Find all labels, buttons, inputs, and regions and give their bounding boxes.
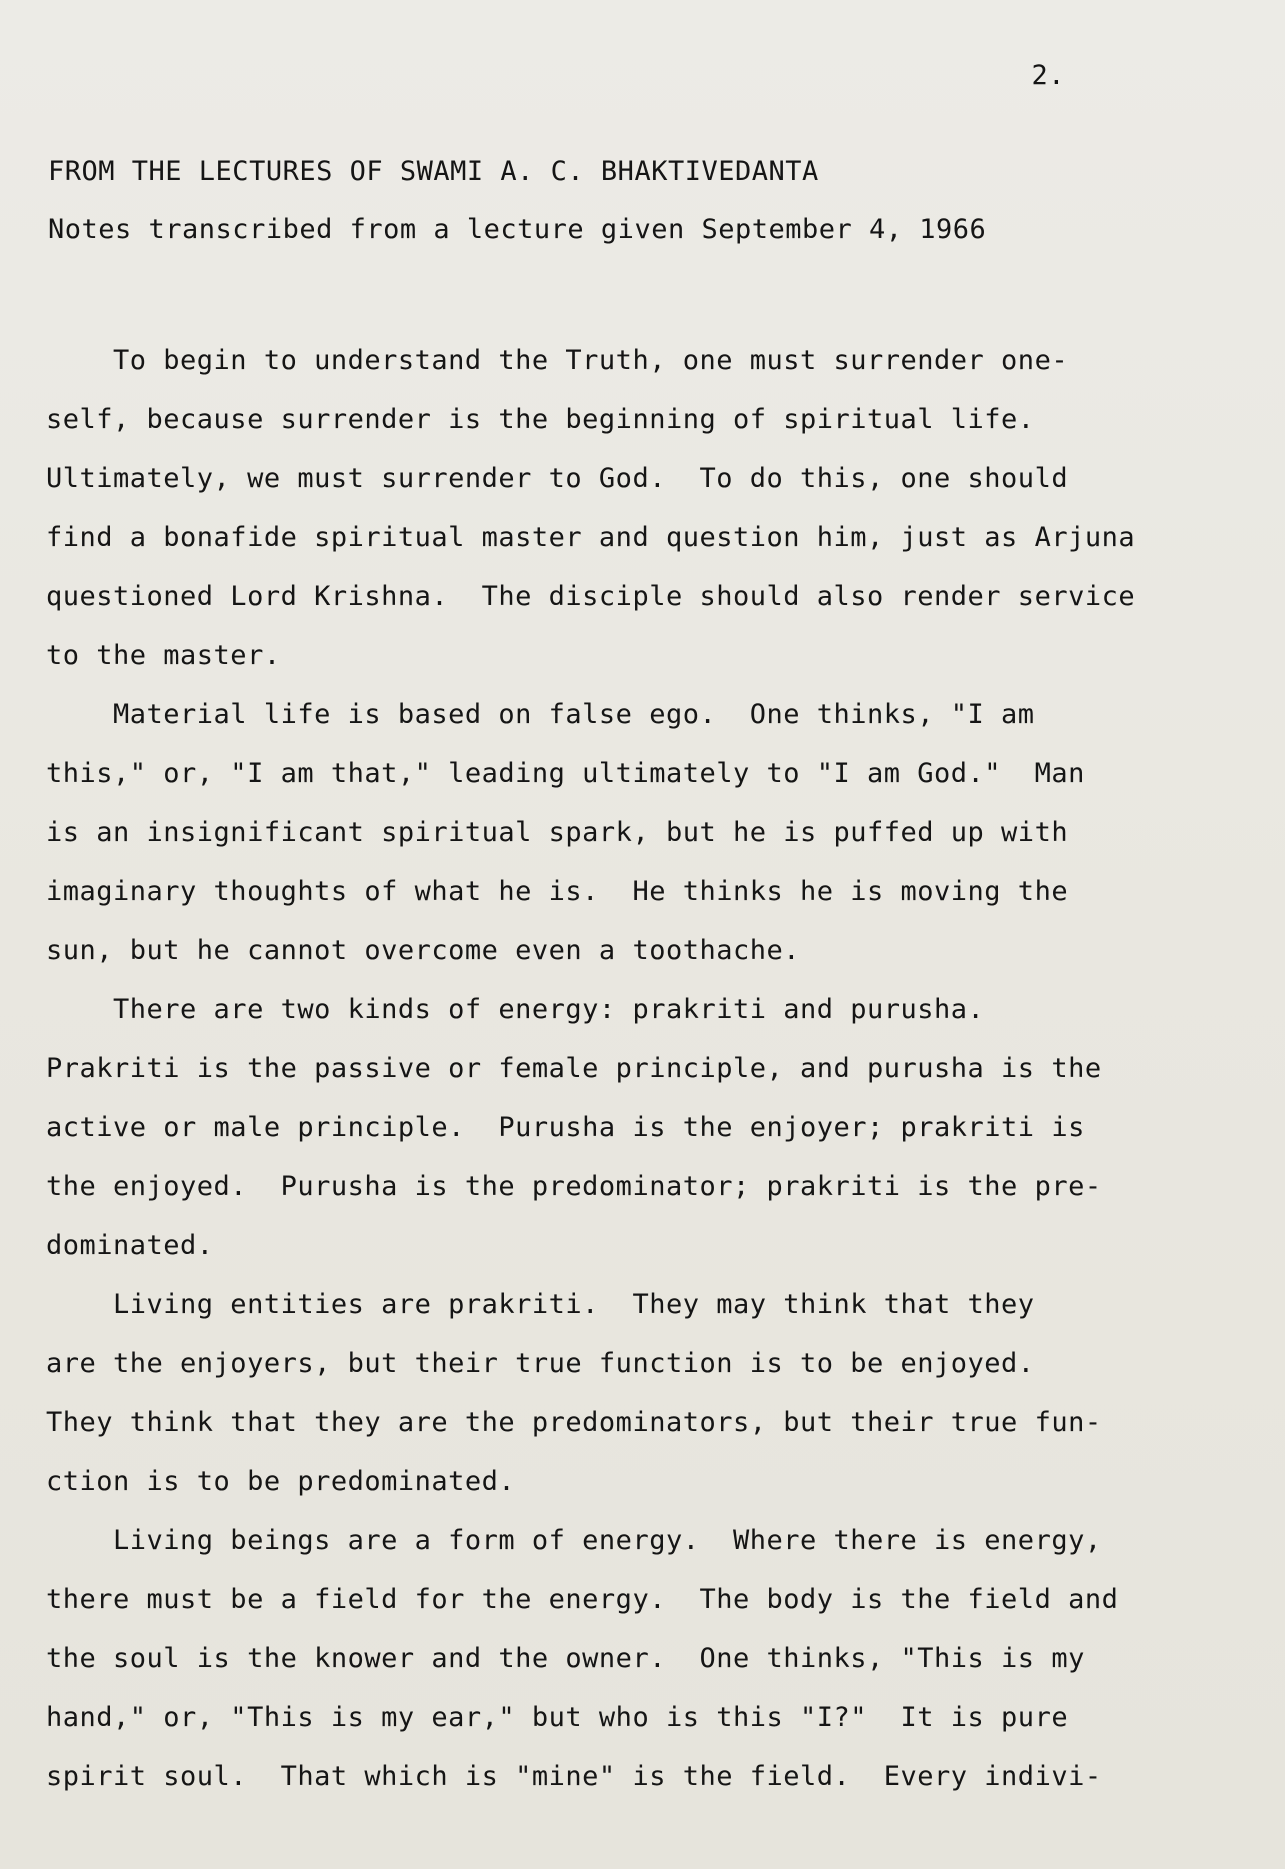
text-line: Ultimately, we must surrender to God. To do this, one should [46, 463, 1069, 494]
text-line: Living entities are prakriti. They may think that they [46, 1289, 1035, 1320]
text-line: there must be a field for the energy. The body is the field and [46, 1584, 1119, 1615]
text-line: ction is to be predominated. [46, 1466, 516, 1497]
body-text [46, 331, 1226, 1806]
text-line: this," or, "I am that," leading ultimately to "I am God." Man [46, 758, 1085, 789]
text-line: imaginary thoughts of what he is. He thinks he is moving the [46, 876, 1069, 907]
document-subheading: Notes transcribed from a lecture given September 4, 1966 [48, 214, 987, 245]
text-line: questioned Lord Krishna. The disciple should also render service [46, 581, 1136, 612]
text-line: dominated. [46, 1230, 214, 1261]
page-number: 2. [1031, 60, 1065, 91]
text-line: Prakriti is the passive or female principle, and purusha is the [46, 1053, 1102, 1084]
text-line: find a bonafide spiritual master and question him, just as Arjuna [46, 522, 1136, 553]
text-line: are the enjoyers, but their true function is to be enjoyed. [46, 1348, 1035, 1379]
text-line: self, because surrender is the beginning of spiritual life. [46, 404, 1035, 435]
text-line: They think that they are the predominators, but their true fun- [46, 1407, 1102, 1438]
text-line: To begin to understand the Truth, one must surrender one- [46, 345, 1069, 376]
text-line: Living beings are a form of energy. Where there is energy, [46, 1525, 1102, 1556]
text-line: spirit soul. That which is "mine" is the field. Every indivi- [46, 1761, 1102, 1792]
text-line: sun, but he cannot overcome even a toothache. [46, 935, 800, 966]
text-line: Material life is based on false ego. One thinks, "I am [46, 699, 1035, 730]
document-heading: FROM THE LECTURES OF SWAMI A. C. BHAKTIVEDANTA [48, 156, 819, 187]
text-line: There are two kinds of energy: prakriti and purusha. [46, 994, 985, 1025]
text-line: to the master. [46, 640, 281, 671]
text-line: active or male principle. Purusha is the enjoyer; prakriti is [46, 1112, 1085, 1143]
text-line: the soul is the knower and the owner. One thinks, "This is my [46, 1643, 1085, 1674]
text-line: is an insignificant spiritual spark, but he is puffed up with [46, 817, 1069, 848]
text-line: the enjoyed. Purusha is the predominator; prakriti is the pre- [46, 1171, 1102, 1202]
text-line: hand," or, "This is my ear," but who is this "I?" It is pure [46, 1702, 1069, 1733]
